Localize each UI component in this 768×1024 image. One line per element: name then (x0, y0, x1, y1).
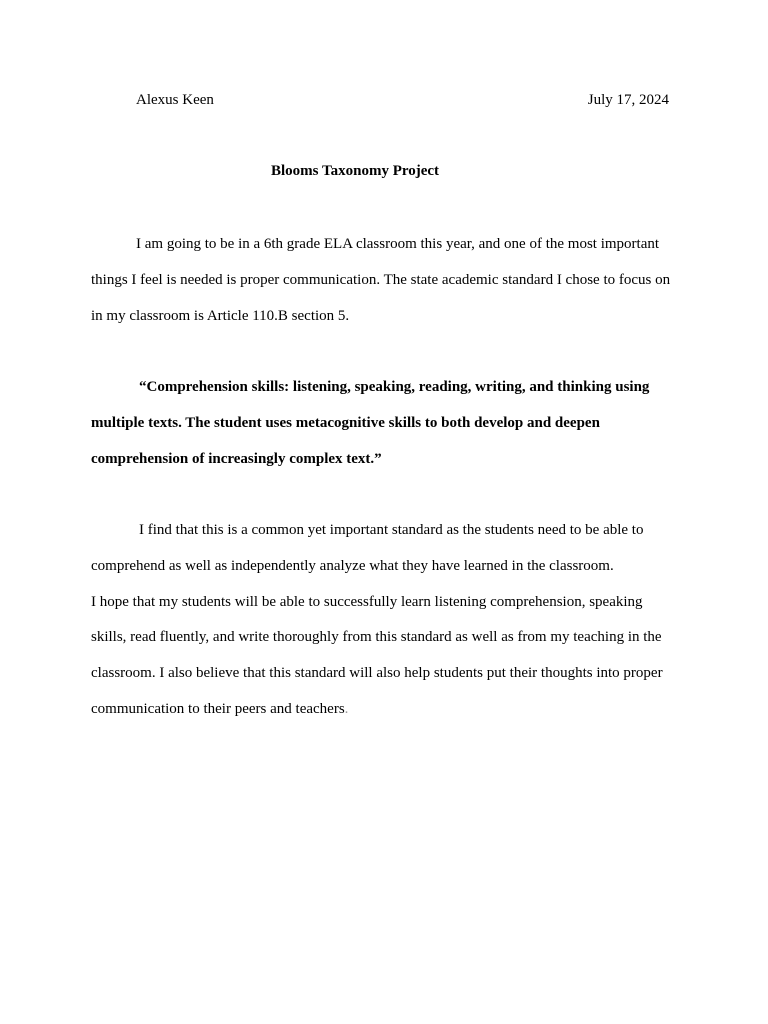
standard-quote (91, 370, 681, 477)
quote-line: multiple texts. The student uses metacognitive skills to both develop and deepen (91, 414, 600, 431)
document-date: July 17, 2024 (587, 92, 669, 108)
paragraph-line: I hope that my students will be able to successfully learn listening comprehension, speaking (91, 593, 643, 610)
paragraph-line: skills, read fluently, and write thoroughly from this standard as well as from my teaching in the (91, 629, 662, 646)
intro-paragraph (91, 227, 681, 334)
quote-line: “Comprehension skills: listening, speaking, reading, writing, and thinking using (139, 379, 650, 395)
paragraph-line: in my classroom is Article 110.B section 5. (91, 307, 350, 324)
paragraph-line-text: communication to their peers and teachers (91, 700, 345, 717)
paragraph-line: I find that this is a common yet important standard as the students need to be able to (139, 522, 644, 538)
reflection-paragraph (91, 513, 681, 728)
paragraph-line-last (91, 692, 681, 728)
quote-line: comprehension of increasingly complex text.” (91, 450, 382, 467)
paragraph-line: I am going to be in a 6th grade ELA classroom this year, and one of the most important (136, 236, 660, 252)
paragraph-line: things I feel is needed is proper communication. The state academic standard I chose to focus on (91, 271, 671, 288)
paragraph-line: comprehend as well as independently analyze what they have learned in the classroom. (91, 557, 614, 574)
document-title: Blooms Taxonomy Project (271, 163, 440, 179)
paragraph-line: classroom. I also believe that this standard will also help students put their thoughts into proper (91, 665, 663, 682)
author-name: Alexus Keen (136, 92, 214, 108)
final-period: . (344, 700, 349, 717)
